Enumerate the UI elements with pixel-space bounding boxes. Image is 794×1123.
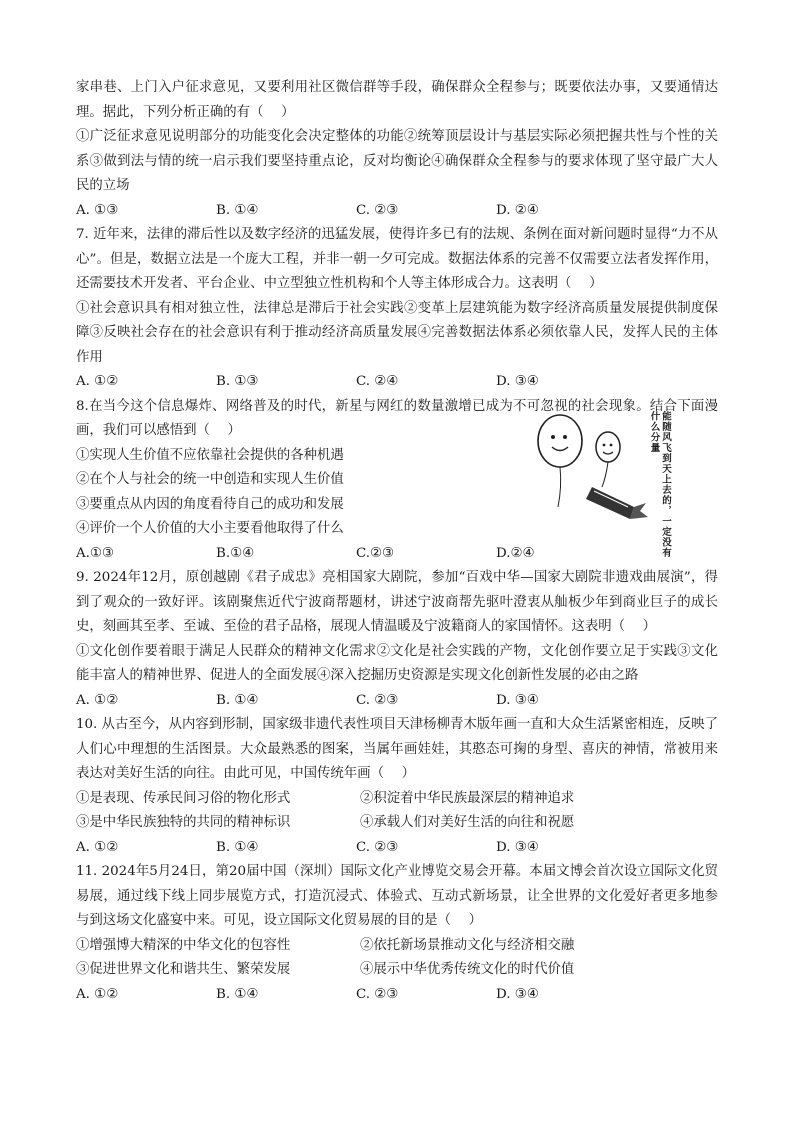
q8-item-4: ④评价一个人价值的大小主要看他取得了什么 [76, 521, 344, 536]
q10-choice-b[interactable]: B. ①④ [216, 839, 259, 855]
q10-choice-c[interactable]: C. ②③ [356, 839, 399, 855]
q10-choice-d[interactable]: D. ③④ [496, 839, 539, 855]
q10-item-2: ②积淀着中华民族最深层的精神追求 [360, 790, 575, 806]
q10-item-4: ④承载人们对美好生活的向往和祝愿 [360, 815, 575, 830]
q11-choice-b[interactable]: B. ①④ [216, 986, 259, 1002]
q11-choice-c[interactable]: C. ②③ [356, 986, 399, 1002]
q7-stem: 7. 近年来，法律的滞后性以及数字经济的迅猛发展，使得许多已有的法规、条例在面对新问题时显得“力不从心”。但是，数据立法是一个庞大工程，并非一朝一夕可完成。数据法体系的完善不仅需要立法者发挥作用，还需要技术开发者、平台企业、中立型独立性机构和个人等主体形成合力。这表明（ ） [76, 227, 718, 291]
exam-page [76, 76, 718, 1007]
q10-item-1: ①是表现、传承民间习俗的物化形式 [76, 790, 291, 806]
q7-choices [76, 370, 718, 395]
q8-stem: 8.在当今这个信息爆炸、网络普及的时代，新星与网红的数量激增已成为不可忽视的社会现象。结合下面漫画，我们可以感悟到（ ） [76, 398, 718, 438]
q8-block [76, 395, 718, 567]
q11-choices [76, 983, 718, 1008]
q8-item-3: ③要重点从内因的角度看待自己的成功和发展 [76, 496, 344, 512]
q9-items: ①文化创作要着眼于满足人民群众的精神文化需求②文化是社会实践的产物，文化创作要立足于实践③文化能丰富人的精神世界、促进人的全面发展④深入挖掘历史资源是实现文化创新性发展的必由之路 [76, 643, 718, 683]
q11-item-2: ②依托新场景推动文化与经济相交融 [360, 937, 575, 953]
cartoon-balloons-illustration [522, 407, 702, 527]
q11-items-row2 [76, 958, 718, 983]
q10-stem: 10. 从古至今，从内容到形制，国家级非遗代表性项目天津杨柳青木版年画一直和大众生活紧密相连，反映了人们心中理想的生活图景。大众最熟悉的图案，当属年画娃娃，其憨态可掬的身型、喜庆的神情，常被用来表达对美好生活的向往。由此可见，中国传统年画（ ） [76, 717, 718, 781]
q10-choices [76, 836, 718, 861]
q11-choice-d[interactable]: D. ③④ [496, 986, 539, 1002]
q9-stem: 9. 2024年12月，原创越剧《君子成忠》亮相国家大剧院，参加“百戏中华—国家大剧院非遗戏曲展演”，得到了观众的一致好评。该剧聚焦近代宁波商帮题材，讲述宁波商帮先驱叶澄衷从舢板少年到商业巨子的成长史，刻画其至孝、至诚、至俭的君子品格，展现人情温暖及宁波籍商人的家国情怀。这表明（ ） [76, 570, 718, 634]
q8-item-1: ①实现人生价值不应依靠社会提供的各种机遇 [76, 447, 344, 463]
q11-item-3: ③促进世界文化和谐共生、繁荣发展 [76, 962, 291, 977]
q8-choice-c[interactable]: C.②③ [356, 545, 395, 561]
q9-choice-c[interactable]: C. ②③ [356, 692, 399, 708]
q6-items: ①广泛征求意见说明部分的功能变化会决定整体的功能②统筹顶层设计与基层实际必须把握共性与个性的关系③做到法与情的统一启示我们要坚持重点论，反对均衡论④确保群众全程参与的要求体现了坚守最广大人民的立场 [76, 129, 718, 193]
q6-choice-d[interactable]: D. ②④ [496, 202, 539, 218]
q7-choice-c[interactable]: C. ②④ [356, 374, 399, 389]
q10-item-3: ③是中华民族独特的共同的精神标识 [76, 815, 291, 830]
q9-choice-a[interactable]: A. ①② [76, 692, 119, 708]
q11-item-1: ①增强博大精深的中华文化的包容性 [76, 937, 291, 953]
q7-choice-a[interactable]: A. ①② [76, 374, 119, 389]
cartoon-caption: 能随风飞到天上去的，一定没有什么分量 [648, 410, 671, 558]
q7-choice-b[interactable]: B. ①③ [216, 374, 259, 389]
q11-choice-a[interactable]: A. ①② [76, 986, 119, 1002]
q8-choices [76, 542, 718, 567]
q9-choices [76, 689, 718, 714]
q8-choice-b[interactable]: B.①④ [216, 545, 255, 561]
q9-choice-b[interactable]: B. ①④ [216, 692, 259, 708]
q11-item-4: ④展示中华优秀传统文化的时代价值 [360, 962, 575, 977]
q10-choice-a[interactable]: A. ①② [76, 839, 119, 855]
q10-items-row2 [76, 811, 718, 836]
q7-choice-d[interactable]: D. ③④ [496, 374, 539, 389]
q11-stem: 11. 2024年5月24日，第20届中国（深圳）国际文化产业博览交易会开幕。本届文博会首次设立国际文化贸易展，通过线下线上同步展览方式，打造沉浸式、体验式、互动式新场景，让全世界的文化爱好者更多地参与到这场文化盛宴中来。可见，设立国际文化贸易展的目的是（ ） [76, 864, 718, 928]
q8-item-2: ②在个人与社会的统一中创造和实现人生价值 [76, 472, 344, 487]
q6-choice-b[interactable]: B. ①④ [216, 202, 259, 218]
q8-choice-a[interactable]: A.①③ [76, 545, 114, 561]
q6-choice-a[interactable]: A. ①③ [76, 202, 119, 218]
q6-choice-c[interactable]: C. ②③ [356, 202, 399, 218]
q9-choice-d[interactable]: D. ③④ [496, 692, 539, 708]
q7-items: ①社会意识具有相对独立性，法律总是滞后于社会实践②变革上层建筑能为数字经济高质量发展提供制度保障③反映社会存在的社会意识有利于推动经济高质量发展④完善数据法体系必须依靠人民，发挥人民的主体作用 [76, 300, 718, 365]
q8-choice-d[interactable]: D.②④ [496, 545, 535, 561]
q10-items-row1 [76, 787, 718, 812]
q11-items-row1 [76, 934, 718, 959]
q6-choices [76, 199, 718, 224]
q6-stem: 家串巷、上门入户征求意见，又要利用社区微信群等手段，确保群众全程参与；既要依法办事，又要通情达理。据此，下列分析正确的有（ ） [76, 80, 718, 120]
